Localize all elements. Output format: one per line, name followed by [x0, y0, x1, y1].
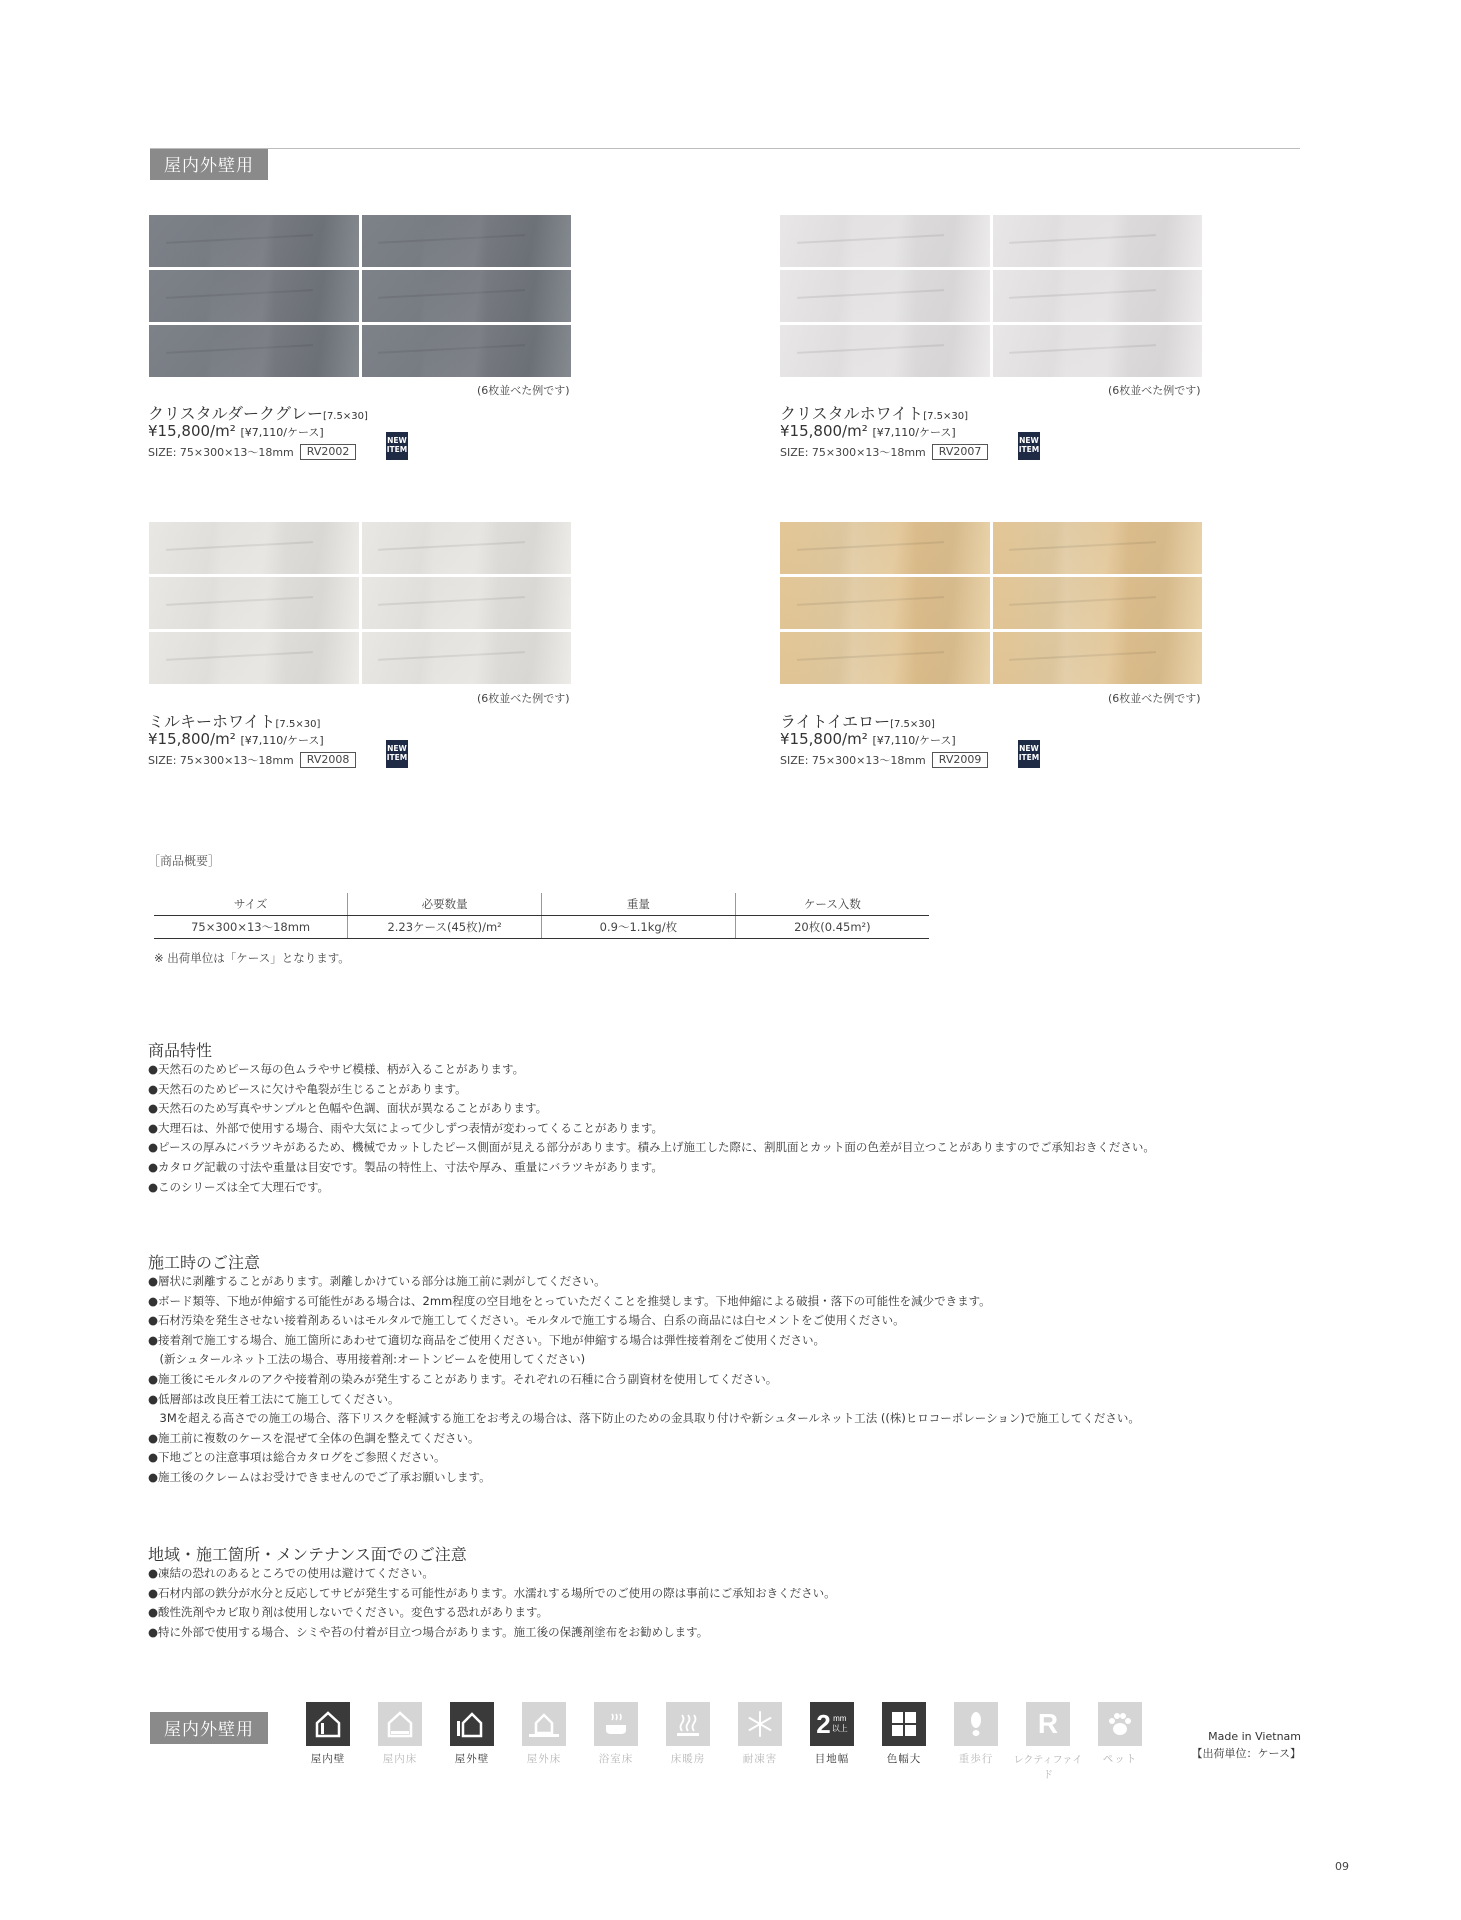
- indoor-floor-icon: [378, 1702, 422, 1746]
- list-item: ●下地ごとの注意事項は総合カタログをご参照ください。: [148, 1450, 446, 1465]
- maintenance-list: [148, 1564, 836, 1642]
- origin-info: [1192, 1728, 1301, 1762]
- rectified-icon: R: [1026, 1702, 1070, 1746]
- usage-outdoor-wall: [436, 1702, 508, 1781]
- product-image-crystal-white: [780, 215, 1202, 377]
- product-code: RV2002: [300, 444, 357, 460]
- indoor-wall-icon: [306, 1702, 350, 1746]
- list-item: ●接着剤で施工する場合、施工箇所にあわせて適切な商品をご使用ください。下地が伸縮する場合は弾性接着剤をご使用ください。: [148, 1332, 826, 1347]
- new-item-badge: NEW ITEM: [386, 740, 408, 768]
- list-item: ●カタログ記載の寸法や重量は目安です。製品の特性上、寸法や厚み、重量にバラツキがあります。: [148, 1159, 663, 1174]
- color-variation-icon: [882, 1702, 926, 1746]
- product-name: ミルキーホワイト[7.5×30]: [148, 712, 321, 731]
- new-item-badge: NEW ITEM: [386, 432, 408, 460]
- list-item: ●凍結の恐れのあるところでの使用は避けてください。: [148, 1566, 434, 1580]
- list-item: ●施工後のクレームはお受けできませんのでご了承お願いします。: [148, 1469, 491, 1484]
- usage-heavy-walking: [940, 1702, 1012, 1781]
- product-image-light-yellow: [780, 522, 1202, 684]
- shipping-unit: 【出荷単位：ケース】: [1191, 1747, 1301, 1760]
- list-item: ●低層部は改良圧着工法にて施工してください。: [148, 1391, 400, 1406]
- usage-indoor-wall: [292, 1702, 364, 1781]
- product-code: RV2009: [932, 752, 989, 768]
- usage-rectified: [1012, 1702, 1084, 1781]
- table-row: [154, 916, 929, 939]
- list-item: ●大理石は、外部で使用する場合、雨や大気によって少しずつ表情が変わってくることがあります。: [148, 1120, 663, 1135]
- product-code: RV2007: [932, 444, 989, 460]
- shipping-note: ※ 出荷単位は「ケース」となります。: [154, 951, 350, 965]
- product-price: ¥15,800/m² [¥7,110/ケース]: [148, 422, 324, 440]
- product-image-milky-white: [149, 522, 571, 684]
- usage-frost-resistance: [724, 1702, 796, 1781]
- usage-icons: [292, 1702, 1156, 1781]
- list-item: ●このシリーズは全て大理石です。: [148, 1179, 330, 1194]
- icon-label: 耐凍害: [742, 1753, 778, 1765]
- spec-header: 必要数量: [348, 893, 542, 916]
- icon-label: ペット: [1102, 1753, 1138, 1765]
- product-name: クリスタルホワイト[7.5×30]: [780, 404, 969, 423]
- heavy-walking-icon: [954, 1702, 998, 1746]
- icon-label: 屋内壁: [310, 1753, 346, 1765]
- example-caption: (6枚並べた例です): [1108, 692, 1201, 705]
- icon-label: 屋内床: [382, 1753, 418, 1765]
- spec-header: 重量: [542, 893, 736, 916]
- list-item: ●施工後にモルタルのアクや接着剤の染みが発生することがあります。それぞれの石種に合う副資材を使用してください。: [148, 1371, 778, 1386]
- icon-label: 屋外床: [526, 1753, 562, 1765]
- usage-floor-heating: [652, 1702, 724, 1781]
- product-code: RV2008: [300, 752, 357, 768]
- list-item: ●ピースの厚みにバラツキがあるため、機械でカットしたピース側面が見える部分があります。積み上げ施工した際に、割肌面とカット面の色差が目立つことがありますのでご承知おきください。: [148, 1140, 1155, 1155]
- example-caption: (6枚並べた例です): [477, 384, 570, 397]
- floor-heating-icon: [666, 1702, 710, 1746]
- outdoor-floor-icon: [522, 1702, 566, 1746]
- spec-value: 75×300×13〜18mm: [154, 916, 348, 939]
- product-name: クリスタルダークグレー[7.5×30]: [148, 404, 368, 423]
- outdoor-wall-icon: [450, 1702, 494, 1746]
- new-item-badge: NEW ITEM: [1018, 432, 1040, 460]
- list-item: ●層状に剥離することがあります。剥離しかけている部分は施工前に剥がしてください。: [148, 1274, 606, 1288]
- example-caption: (6枚並べた例です): [477, 692, 570, 705]
- icon-label: 屋外壁: [454, 1753, 490, 1765]
- icon-label: レクティファイド: [1013, 1755, 1083, 1781]
- product-name: ライトイエロー[7.5×30]: [780, 712, 935, 731]
- usage-bath-floor: [580, 1702, 652, 1781]
- icon-label: 重歩行: [958, 1753, 994, 1765]
- list-item: ●ボード類等、下地が伸縮する可能性がある場合は、2mm程度の空目地をとっていただくことを推奨します。下地伸縮による破損・落下の可能性を減少できます。: [148, 1293, 991, 1308]
- footer-category-label: 屋内外壁用: [150, 1712, 268, 1744]
- features-title: 商品特性: [148, 1041, 213, 1060]
- list-item: (新シュタールネット工法の場合、専用接着剤:オートンビームを使用してください): [148, 1352, 586, 1367]
- product-size: SIZE: 75×300×13〜18mm RV2007: [780, 444, 988, 460]
- usage-pet: [1084, 1702, 1156, 1781]
- header-rule: [150, 148, 1300, 149]
- icon-label: 色幅大: [886, 1753, 922, 1765]
- spec-label: ［商品概要］: [148, 854, 221, 868]
- usage-outdoor-floor: [508, 1702, 580, 1781]
- icon-label: 床暖房: [670, 1753, 706, 1765]
- usage-color-variation: [868, 1702, 940, 1781]
- list-item: ●天然石のため写真やサンプルと色幅や色調、面状が異なることがあります。: [148, 1101, 548, 1116]
- spec-value: 20枚(0.45m²): [735, 916, 929, 939]
- list-item: ●天然石のためピースに欠けや亀裂が生じることがあります。: [148, 1081, 467, 1096]
- install-title: 施工時のご注意: [148, 1253, 261, 1272]
- list-item: 3Mを超える高さでの施工の場合、落下リスクを軽減する施工をお考えの場合は、落下防止のための金具取り付けや新シュタールネット工法 ((株)ヒロコーポレーション)で施工してください。: [148, 1411, 1140, 1426]
- usage-indoor-floor: [364, 1702, 436, 1781]
- usage-joint-width: [796, 1702, 868, 1781]
- list-item: ●天然石のためピース毎の色ムラやサビ模様、柄が入ることがあります。: [148, 1062, 525, 1076]
- spec-table: [154, 893, 929, 939]
- frost-resistance-icon: [738, 1702, 782, 1746]
- list-item: ●石材内部の鉄分が水分と反応してサビが発生する可能性があります。水濡れする場所でのご使用の際は事前にご承知おきください。: [148, 1585, 836, 1600]
- category-label: 屋内外壁用: [150, 148, 268, 180]
- icon-label: 浴室床: [598, 1753, 634, 1765]
- features-list: [148, 1060, 1155, 1197]
- spec-header: ケース入数: [735, 893, 929, 916]
- list-item: ●特に外部で使用する場合、シミや苔の付着が目立つ場合があります。施工後の保護剤塗布をお勧めします。: [148, 1624, 709, 1639]
- product-price: ¥15,800/m² [¥7,110/ケース]: [780, 730, 956, 748]
- list-item: ●施工前に複数のケースを混ぜて全体の色調を整えてください。: [148, 1430, 480, 1445]
- product-size: SIZE: 75×300×13〜18mm RV2002: [148, 444, 356, 460]
- list-item: ●石材汚染を発生させない接着剤あるいはモルタルで施工してください。モルタルで施工する場合、白系の商品には白セメントをご使用ください。: [148, 1313, 905, 1328]
- table-row: [154, 893, 929, 916]
- spec-value: 0.9〜1.1kg/枚: [542, 916, 736, 939]
- list-item: ●酸性洗剤やカビ取り剤は使用しないでください。変色する恐れがあります。: [148, 1605, 549, 1620]
- product-image-crystal-dark-grey: [149, 215, 571, 377]
- product-price: ¥15,800/m² [¥7,110/ケース]: [780, 422, 956, 440]
- spec-value: 2.23ケース(45枚)/m²: [348, 916, 542, 939]
- page-number: 09: [1335, 1860, 1349, 1873]
- spec-header: サイズ: [154, 893, 348, 916]
- pet-icon: [1098, 1702, 1142, 1746]
- install-list: [148, 1272, 1140, 1488]
- bath-floor-icon: [594, 1702, 638, 1746]
- maintenance-title: 地域・施工箇所・メンテナンス面でのご注意: [148, 1545, 467, 1564]
- product-price: ¥15,800/m² [¥7,110/ケース]: [148, 730, 324, 748]
- icon-label: 目地幅: [814, 1753, 850, 1765]
- new-item-badge: NEW ITEM: [1018, 740, 1040, 768]
- example-caption: (6枚並べた例です): [1108, 384, 1201, 397]
- product-size: SIZE: 75×300×13〜18mm RV2008: [148, 752, 356, 768]
- joint-width-icon: 2 mm 以上: [810, 1702, 854, 1746]
- made-in: Made in Vietnam: [1208, 1730, 1301, 1743]
- product-size: SIZE: 75×300×13〜18mm RV2009: [780, 752, 988, 768]
